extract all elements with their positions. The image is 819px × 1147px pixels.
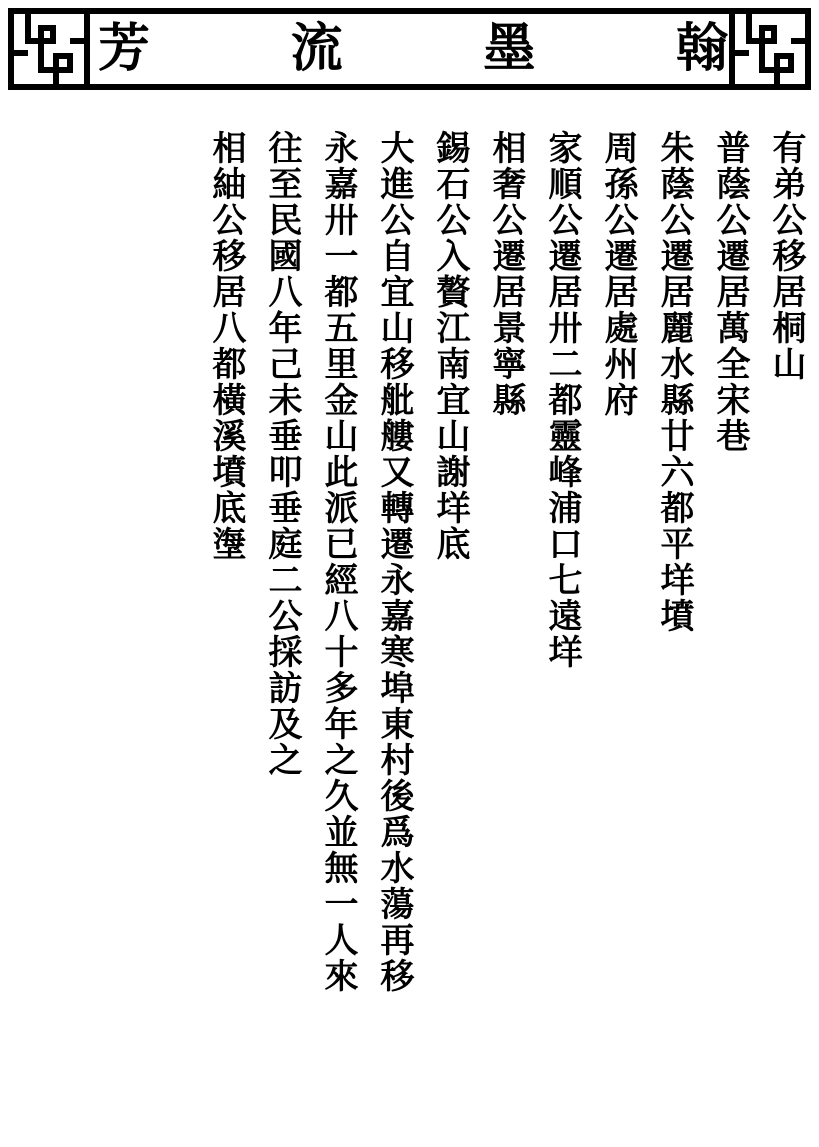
banner-title-char-4: 芳 <box>98 18 151 79</box>
banner-title-char-3: 流 <box>290 18 343 79</box>
banner-title <box>88 8 738 90</box>
text-column-9: 永嘉卅一都五里金山此派已經八十多年之久並無一人來 <box>318 130 358 994</box>
text-column-5: 家順公遷居卅二都靈峰浦口七遠垟 <box>542 130 582 670</box>
text-column-4: 周孫公遷居處州府 <box>598 130 638 418</box>
text-column-1: 有弟公移居桐山 <box>766 130 806 382</box>
text-column-8: 大進公自宜山移舭艛又轉遷永嘉寒埠東村後爲水蕩再移 <box>374 130 414 994</box>
text-column-3: 朱蔭公遷居麗水縣廿六都平垟墳 <box>654 130 694 634</box>
text-column-11: 相紬公移居八都橫溪墳底塰 <box>206 130 246 562</box>
banner-title-char-2: 墨 <box>483 18 536 79</box>
header-banner <box>8 8 811 90</box>
banner-title-char-1: 翰 <box>675 18 728 79</box>
text-column-7: 錫石公入贅江南宜山謝垟底 <box>430 130 470 562</box>
text-column-6: 相奢公遷居景寧縣 <box>486 130 526 418</box>
vertical-text-body <box>10 130 809 1135</box>
text-column-2: 普蔭公遷居萬全宋巷 <box>710 130 750 454</box>
text-column-10: 往至民國八年己未垂叩垂庭二公採訪及之 <box>262 130 302 778</box>
